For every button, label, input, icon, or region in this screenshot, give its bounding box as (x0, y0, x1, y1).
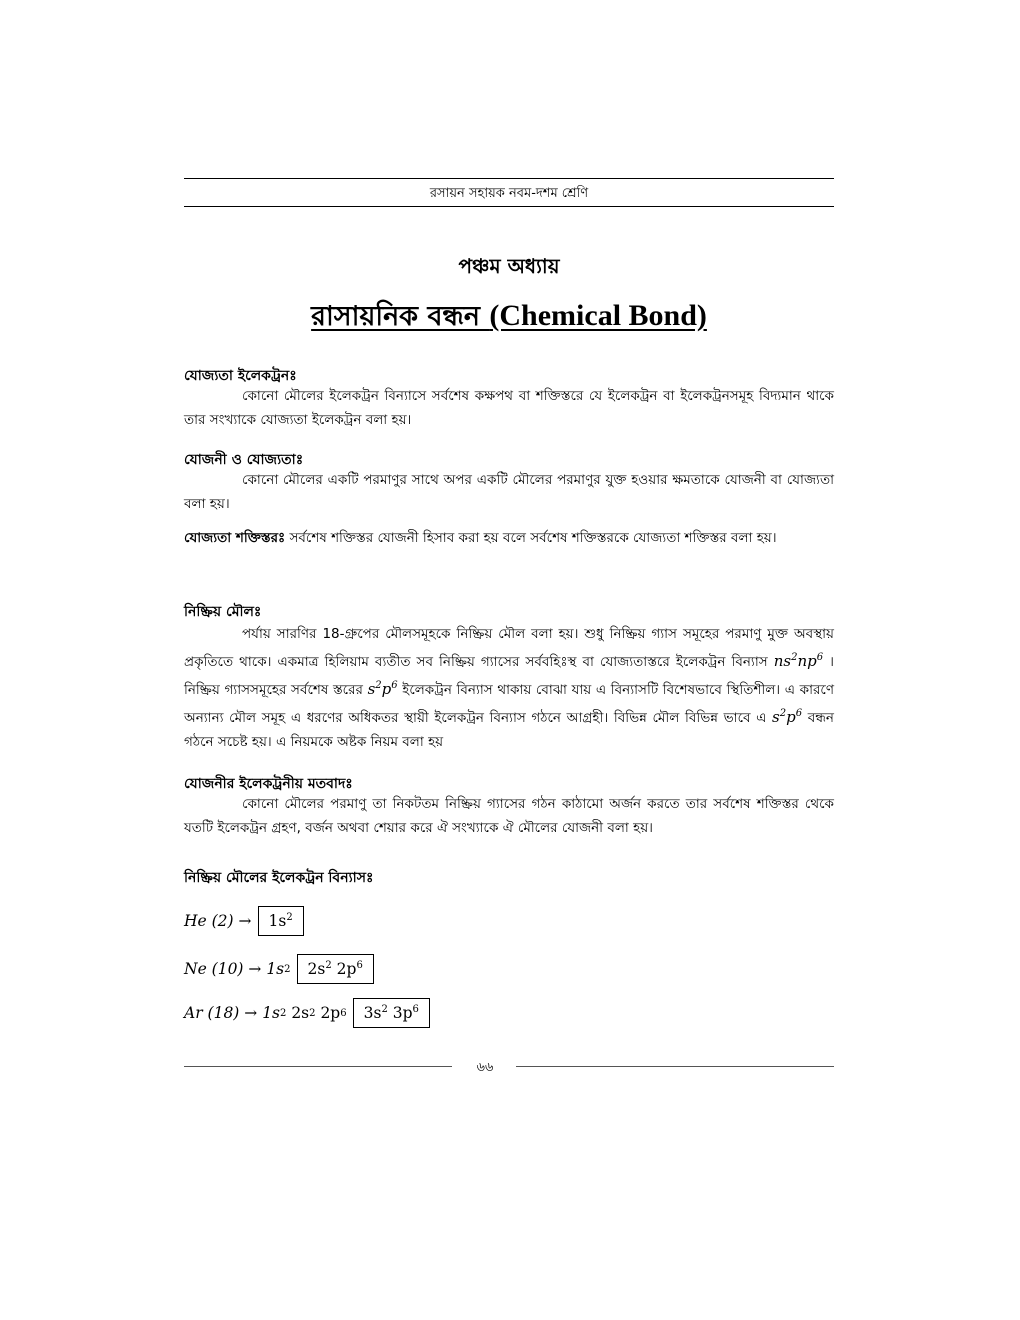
section-heading-configuration: নিষ্ক্রিয় মৌলের ইলেকট্রন বিন্যাসঃ (184, 870, 374, 886)
paragraph-electronic-theory: কোনো মৌলের পরমাণু তা নিকটতম নিষ্ক্রিয় গ্যাসের গঠন কাঠামো অর্জন করতে তার সর্বশেষ শক্তিস্তর থেকে যতটি ইলেকট্রন গ্রহণ, বর্জন অথবা শেয়ার করে ঐ সংখ্যাকে ঐ মৌলের যোজনী বলা হয়। (184, 796, 834, 836)
config-ne-box: $2s^2$ $2p^6$ (297, 954, 374, 984)
chapter-title-en: (Chemical Bond) (489, 299, 707, 332)
section-heading-valency: যোজনী ও যোজ্যতাঃ (184, 452, 304, 468)
config-ne-label: Ne (10) → 1s (184, 960, 285, 979)
section-heading-valence-electron: যোজ্যতা ইলেকট্রনঃ (184, 368, 297, 384)
inert-text-4: বন্ধন গঠনে সচেষ্ট হয়। এ নিয়মকে অষ্টক নিয়ম বলা হয় (184, 710, 834, 750)
config-ne: Ne (10) → 1s 2 $2s^2$ $2p^6$ (184, 954, 374, 984)
config-he-label: He (2) → (184, 912, 252, 931)
footer-rule-right (516, 1066, 834, 1067)
section-heading-electronic-theory: যোজনীর ইলেকট্রনীয় মতবাদঃ (184, 776, 353, 792)
paragraph-valence-shell (184, 526, 834, 550)
valence-shell-body: সর্বশেষ শক্তিস্তর যোজনী হিসাব করা হয় বলে সর্বশেষ শক্তিস্তরকে যোজ্যতা শক্তিস্তর বলা হয়। (285, 530, 777, 546)
formula-s2p6: $s^2p^6$ (367, 680, 398, 698)
config-ar-box: $3s^2$ $3p^6$ (353, 998, 430, 1028)
page-number: ৬৬ (476, 1060, 494, 1075)
paragraph-valence-electron: কোনো মৌলের ইলেকট্রন বিন্যাসে সর্বশেষ কক্ষপথ বা শক্তিস্তরে যে ইলেকট্রন বা ইলেকট্রনসমূহ বিদ্যমান থাকে তার সংখ্যাকে যোজ্যতা ইলেকট্রন বলা হয়। (184, 388, 834, 428)
formula-s2p6-2: $s^2p^6$ (772, 708, 803, 726)
section-heading-valence-shell: যোজ্যতা শক্তিস্তরঃ (184, 530, 286, 546)
chapter-title (184, 296, 834, 341)
inert-text-3: ইলেকট্রন বিন্যাস থাকায় বোঝা যায় এ বিন্যাসটি বিশেষভাবে স্থিতিশীল। এ কারণে অন্যান্য মৌল সমূহ এ ধরণের অধিকতর স্থায়ী ইলেকট্রন বিন্যাস গঠনে আগ্রহী। বিভিন্ন মৌল বিভিন্ন ভাবে এ (184, 682, 835, 726)
config-ar-label: Ar (18) → 1s (184, 1004, 281, 1023)
paragraph-valency: কোনো মৌলের একটি পরমাণুর সাথে অপর একটি মৌলের পরমাণুর যুক্ত হওয়ার ক্ষমতাকে যোজনী বা যোজ্যতা বলা হয়। (184, 472, 834, 512)
config-he (184, 906, 304, 936)
formula-ns2np6: $ns^2np^6$ (773, 652, 824, 670)
paragraph-inert (184, 622, 834, 754)
inert-text-1: পর্যায় সারণির 18-গ্রুপের মৌলসমূহকে নিষ্ক্রিয় মৌল বলা হয়। শুধু নিষ্ক্রিয় গ্যাস সমূহের পরমাণু মুক্ত অবস্থায় প্রকৃতিতে থাকে। একমাত্র হিলিয়াম ব্যতীত সব নিষ্ক্রিয় গ্যাসের সর্ববহিঃস্থ বা যোজ্যতাস্তরে ইলেকট্রন বিন্যাস (184, 626, 834, 670)
footer-rule-left (184, 1066, 452, 1067)
inert-text-2: । নিষ্ক্রিয় গ্যাসসমূহের সর্বশেষ স্তরের (184, 654, 834, 698)
chapter-title-bn: রাসায়নিক বন্ধন (311, 301, 490, 332)
chapter-label: পঞ্চম অধ্যায় (458, 254, 560, 278)
header-rule-top (184, 178, 834, 179)
config-ar: Ar (18) → 1s 2 2s 2 2p 6 $3s^2$ $3p^6$ (184, 998, 430, 1028)
header-rule-bottom (184, 206, 834, 207)
config-he-box: $1s^2$ (258, 906, 304, 936)
running-title: রসায়ন সহায়ক নবম-দশম শ্রেণি (429, 186, 589, 201)
section-heading-inert: নিষ্ক্রিয় মৌলঃ (184, 604, 262, 620)
